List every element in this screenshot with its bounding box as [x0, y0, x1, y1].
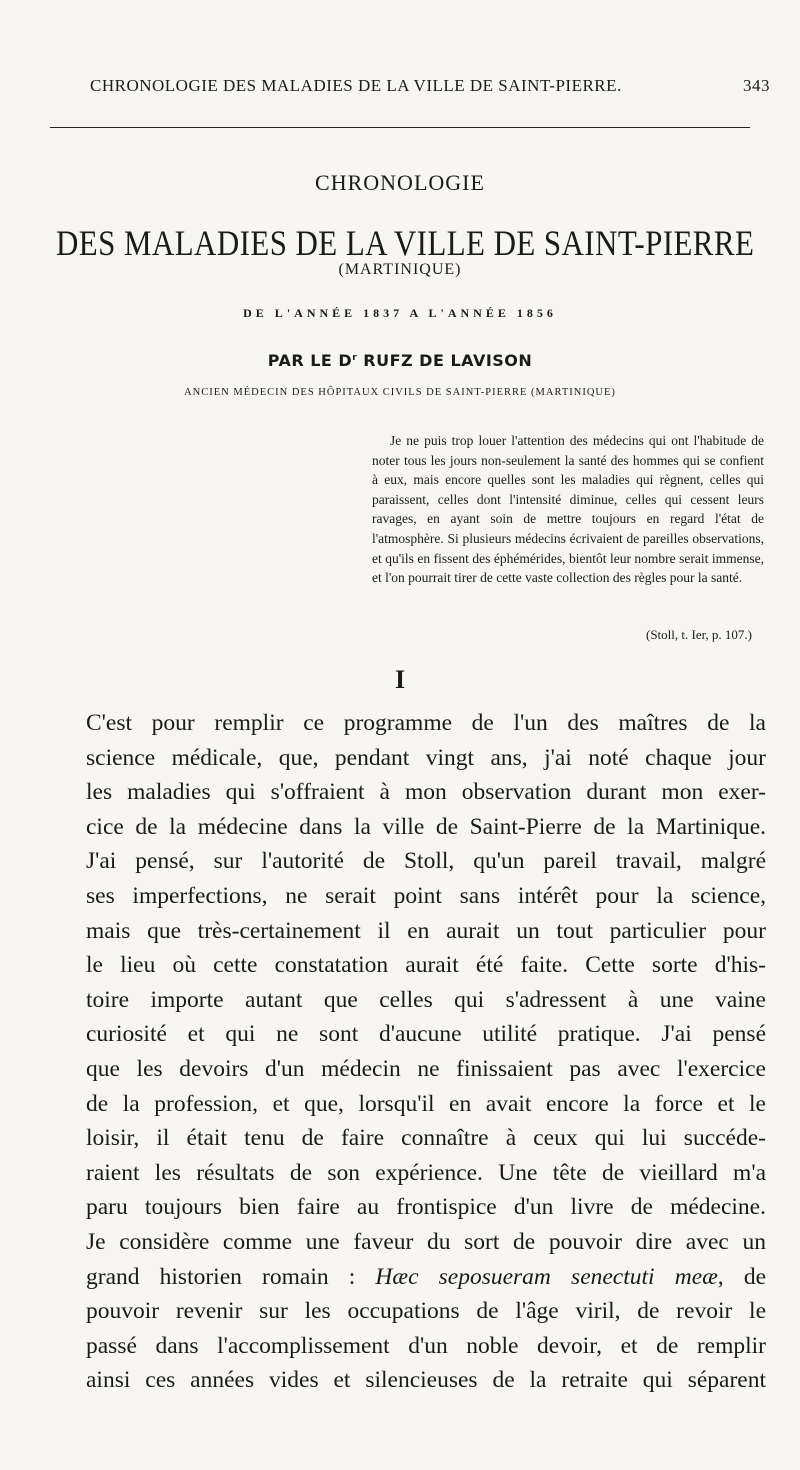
author-name: RUFZ DE LAVISON	[363, 351, 533, 370]
running-head-title: CHRONOLOGIE DES MALADIES DE LA VILLE DE SAINT-PIERRE.	[90, 76, 622, 95]
body-line: C'est pour remplir ce programme de l'un des maîtres de la	[86, 710, 766, 736]
body-line: passé dans l'accomplissement d'un noble devoir, et de remplir	[86, 1332, 766, 1359]
section-number: I	[394, 665, 406, 694]
body-line: Je considère comme une faveur du sort de pouvoir dire avec un	[86, 1228, 766, 1255]
author-title: ANCIEN MÉDECIN DES HÔPITAUX CIVILS DE SAINT-PIERRE (MARTINIQUE)	[184, 387, 616, 398]
body-line: raient les résultats de son expérience. Une tête de vieillard m'a	[86, 1159, 766, 1186]
header-rule	[50, 127, 750, 128]
body-line: cice de la médecine dans la ville de Saint-Pierre de la Martinique.	[86, 813, 766, 840]
title-subtitle: (MARTINIQUE)	[338, 261, 462, 278]
title-line-1: CHRONOLOGIE	[315, 170, 485, 195]
body-line: pouvoir revenir sur les occupations de l'âge viril, de revoir le	[86, 1298, 766, 1325]
title-line-2: DES MALADIES DE LA VILLE DE SAINT-PIERRE	[56, 223, 755, 263]
epigraph-citation: (Stoll, t. Ier, p. 107.)	[646, 627, 752, 642]
body-line: les maladies qui s'offraient à mon observation durant mon exer-	[86, 779, 766, 806]
quote-tail: , de	[717, 1263, 766, 1290]
page-number: 343	[743, 76, 770, 95]
body-line: paru toujours bien faire au frontispice d'un livre de médecine.	[86, 1194, 766, 1221]
body-line: que les devoirs d'un médecin ne finissaient pas avec l'exercice	[86, 1055, 766, 1082]
title-dates: DE L'ANNÉE 1837 A L'ANNÉE 1856	[243, 306, 557, 320]
body-line: ses imperfections, ne serait point sans intérêt pour la science,	[86, 882, 766, 909]
body-line: J'ai pensé, sur l'autorité de Stoll, qu'un pareil travail, malgré	[86, 848, 766, 875]
body-line: le lieu où cette constatation aurait été faite. Cette sorte d'his-	[86, 952, 766, 979]
author-line	[0, 351, 800, 370]
running-head	[90, 76, 770, 102]
body-line: loisir, il était tenu de faire connaître à ceux qui lui succéde-	[86, 1125, 766, 1152]
body-line: science médicale, que, pendant vingt ans, j'ai noté chaque jour	[86, 744, 766, 771]
body-paragraph	[86, 706, 766, 1398]
author-sup: r	[352, 353, 358, 363]
body-line: de la profession, et que, lorsqu'il en avait encore la force et le	[86, 1090, 766, 1117]
author-prefix: PAR LE D	[267, 351, 353, 370]
epigraph: Je ne puis trop louer l'attention des médecins qui ont l'habitude de noter tous les jours non-seulement la santé des hommes qui se confient à eux, mais encore quelles sont les maladies qui règnent, celles qui paraissent, celles dont l'intensité diminue, celles qui cessent leurs ravages, en ayant soin de mettre toujours en regard l'état de l'atmosphère. Si plusieurs médecins écrivaient de pareilles observations, et qu'ils en fissent des éphémérides, bientôt leur nombre serait immense, et l'on pourrait tirer de cette vaste collection des règles pour la santé.	[372, 433, 764, 586]
body-line: mais que très-certainement il en aurait un tout particulier pour	[86, 917, 766, 944]
quote-lead: grand historien romain :	[86, 1263, 376, 1290]
body-line-latin-quote	[86, 1260, 766, 1295]
body-line: ainsi ces années vides et silencieuses de la retraite qui séparent	[86, 1367, 766, 1394]
body-line: curiosité et qui ne sont d'aucune utilité pratique. J'ai pensé	[86, 1021, 766, 1048]
latin-quote: Hæc seposueram senectuti meæ	[375, 1263, 718, 1290]
body-line: toire importe autant que celles qui s'adressent à une vaine	[86, 986, 766, 1013]
